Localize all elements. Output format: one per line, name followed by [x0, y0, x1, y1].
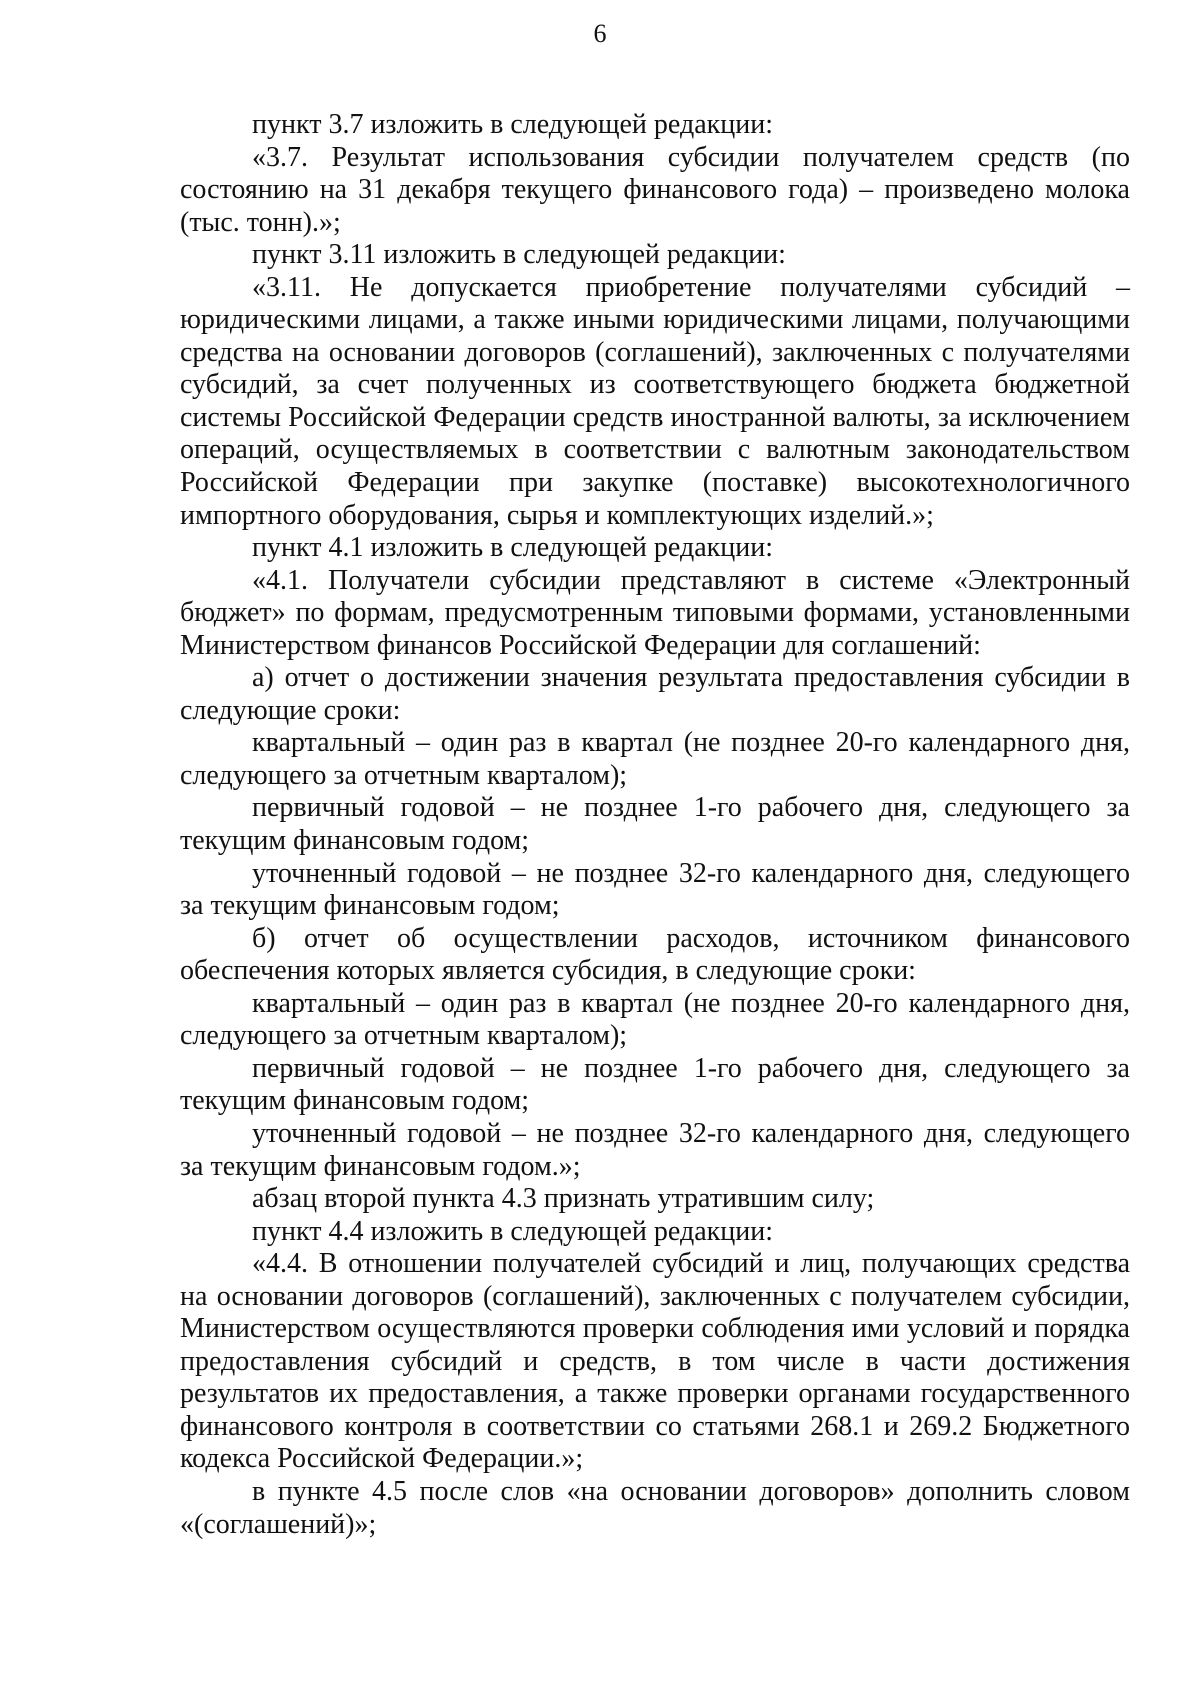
paragraph-amend-4-1-intro: пункт 4.1 изложить в следующей редакции: — [252, 532, 773, 564]
paragraph-4-1-b: б) отчет об осуществлении расходов, источником финансового обеспечения которых является субсидия, в следующие сроки: — [180, 922, 1130, 987]
paragraph-4-1-a-quarterly: квартальный – один раз в квартал (не позднее 20-го календарного дня, следующего за отчетным кварталом); — [180, 727, 1130, 791]
paragraph-4-1-a-primary-annual: первичный годовой – не позднее 1-го рабочего дня, следующего за текущим финансовым годом; — [180, 792, 1130, 857]
paragraph-amend-3-11-intro: пункт 3.11 изложить в следующей редакции: — [252, 239, 786, 271]
paragraph-amend-4-4-intro: пункт 4.4 изложить в следующей редакции: — [252, 1215, 773, 1247]
page-number: 6 — [593, 19, 607, 48]
paragraph-4-4-text: «4.4. В отношении получателей субсидий и лиц, получающих средства на основании договоров (соглашений), заключенных с получателем субсидии, Министерством осуществляются проверки соблюдения ими условий и порядка предоставления субсидий и средств, в том числе в части достижения результатов их предоставления, а также проверки органами государственного финансового контроля в соответствии со статьями 268.1 и 269.2 Бюджетного кодекса Российской Федерации.»; — [180, 1248, 1130, 1475]
paragraph-3-11-text: «3.11. Не допускается приобретение получателями субсидий – юридическими лицами, а также иными юридическими лицами, получающими средства на основании договоров (соглашений), заключенных с получателями субсидий, за счет полученных из соответствующего бюджета бюджетной системы Российской Федерации средств иностранной валюты, за исключением операций, осуществляемых в соответствии с валютным законодательством Российской Федерации при закупке (поставке) высокотехнологичного импортного оборудования, сырья и комплектующих изделий.»; — [180, 271, 1130, 531]
paragraph-4-1-a-refined-annual: уточненный годовой – не позднее 32-го календарного дня, следующего за текущим финансовым годом; — [180, 857, 1130, 922]
paragraph-4-1-b-refined-annual: уточненный годовой – не позднее 32-го календарного дня, следующего за текущим финансовым годом.»; — [180, 1117, 1130, 1182]
paragraph-4-1-a: а) отчет о достижении значения результата предоставления субсидии в следующие сроки: — [180, 662, 1130, 726]
paragraph-4-1-text: «4.1. Получатели субсидии представляют в системе «Электронный бюджет» по формам, предусмотренным типовыми формами, установленными Министерством финансов Российской Федерации для соглашений: — [180, 564, 1130, 661]
paragraph-4-1-b-quarterly: квартальный – один раз в квартал (не позднее 20-го календарного дня, следующего за отчетным кварталом); — [180, 987, 1130, 1052]
document-body — [180, 109, 1130, 1541]
paragraph-amend-3-7-intro: пункт 3.7 изложить в следующей редакции: — [252, 109, 773, 140]
paragraph-4-5-amendment: в пункте 4.5 после слов «на основании договоров» дополнить словом «(соглашений)»; — [180, 1475, 1130, 1540]
paragraph-4-1-b-primary-annual: первичный годовой – не позднее 1-го рабочего дня, следующего за текущим финансовым годом; — [180, 1052, 1130, 1117]
paragraph-4-3-repeal: абзац второй пункта 4.3 признать утратившим силу; — [252, 1183, 875, 1215]
paragraph-3-7-text: «3.7. Результат использования субсидии получателем средств (по состоянию на 31 декабря текущего финансового года) – произведено молока (тыс. тонн).»; — [180, 141, 1130, 238]
